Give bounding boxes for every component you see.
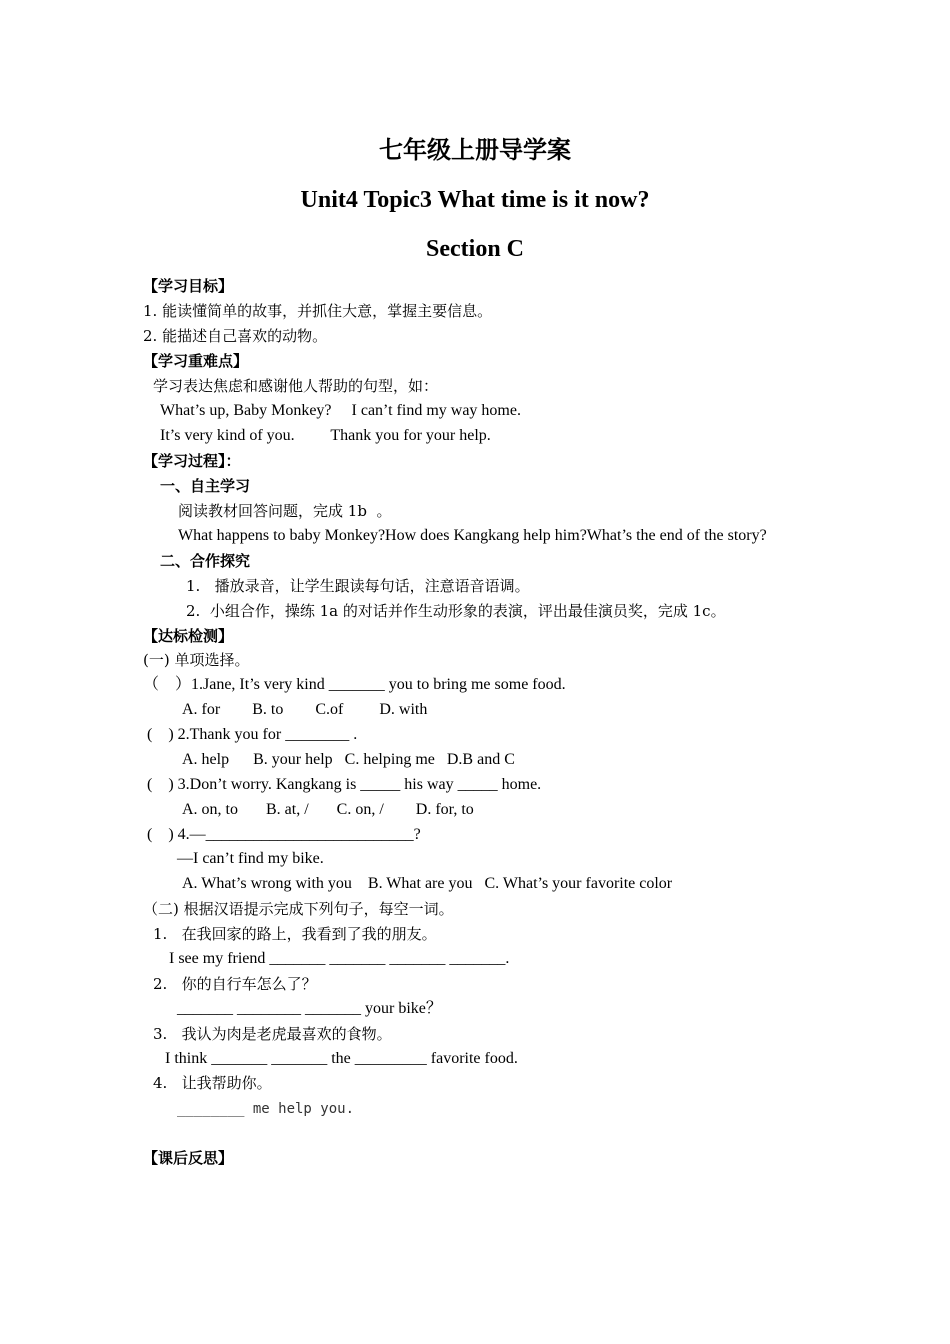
objective-item: 1. 能读懂简单的故事，并抓住大意，掌握主要信息。 bbox=[143, 302, 493, 320]
self-study-questions: What happens to baby Monkey?How does Kangkang help him?What’s the end of the story? bbox=[178, 527, 767, 544]
translation-blank-line: _______ ________ _______ your bike？ bbox=[177, 1000, 442, 1017]
translation-prompt: 4. 让我帮助你。 bbox=[153, 1074, 272, 1092]
process-heading: 【学习过程】： bbox=[143, 452, 241, 470]
key-points-intro: 学习表达焦虑和感谢他人帮助的句型，如： bbox=[153, 377, 439, 395]
question-item: ( ) 2.Thank you for ________ . bbox=[147, 726, 358, 743]
question-options: A. on, to B. at, / C. on, / D. for, to bbox=[182, 801, 474, 818]
key-points-heading: 【学习重难点】 bbox=[143, 352, 249, 370]
test-heading: 【达标检测】 bbox=[143, 627, 234, 645]
translation-blank-line: I think _______ _______ the _________ favorite food. bbox=[165, 1050, 518, 1067]
key-points-sentence: What’s up, Baby Monkey? I can’t find my way home. bbox=[160, 402, 521, 419]
question-options: A. for B. to C.of D. with bbox=[182, 701, 428, 718]
translation-blank-line: ________ me help you. bbox=[177, 1101, 355, 1117]
cooperation-heading: 二、合作探究 bbox=[160, 552, 251, 570]
page-title-unit: Unit4 Topic3 What time is it now? bbox=[300, 187, 650, 213]
question-options: A. help B. your help C. helping me D.B and C bbox=[182, 751, 515, 768]
self-study-heading: 一、自主学习 bbox=[160, 477, 251, 495]
translation-prompt: 2. 你的自行车怎么了？ bbox=[153, 975, 317, 993]
translation-prompt: 3. 我认为肉是老虎最喜欢的食物。 bbox=[153, 1025, 392, 1043]
key-points-sentence: It’s very kind of you. Thank you for your help. bbox=[160, 427, 491, 444]
translation-blank-line: I see my friend _______ _______ _______ _______. bbox=[169, 950, 510, 967]
question-item: ( ) 4.—__________________________? bbox=[147, 826, 421, 843]
question-item: （ ）1.Jane, It’s very kind _______ you to bring me some food. bbox=[143, 676, 566, 693]
objectives-heading: 【学习目标】 bbox=[143, 277, 234, 295]
page-title-chinese: 七年级上册导学案 bbox=[379, 136, 571, 164]
question-item: ( ) 3.Don’t worry. Kangkang is _____ his way _____ home. bbox=[147, 776, 542, 793]
cooperation-item: 1. 播放录音，让学生跟读每句话，注意语音语调。 bbox=[186, 577, 530, 595]
objective-item: 2. 能描述自己喜欢的动物。 bbox=[143, 327, 328, 345]
question-answer: —I can’t find my bike. bbox=[177, 850, 324, 867]
page-title-section: Section C bbox=[426, 236, 524, 262]
translation-prompt: 1. 在我回家的路上，我看到了我的朋友。 bbox=[153, 925, 437, 943]
self-study-instruction: 阅读教材回答问题，完成 1b 。 bbox=[178, 502, 392, 520]
translation-heading: （二) 根据汉语提示完成下列句子，每空一词。 bbox=[143, 900, 454, 918]
multiple-choice-heading: (一) 单项选择。 bbox=[143, 651, 250, 669]
cooperation-item: 2. 小组合作，操练 1a 的对话并作生动形象的表演，评出最佳演员奖，完成 1c。 bbox=[186, 602, 726, 620]
question-options: A. What’s wrong with you B. What are you C. What’s your favorite color bbox=[182, 875, 673, 892]
reflection-heading: 【课后反思】 bbox=[143, 1149, 234, 1167]
